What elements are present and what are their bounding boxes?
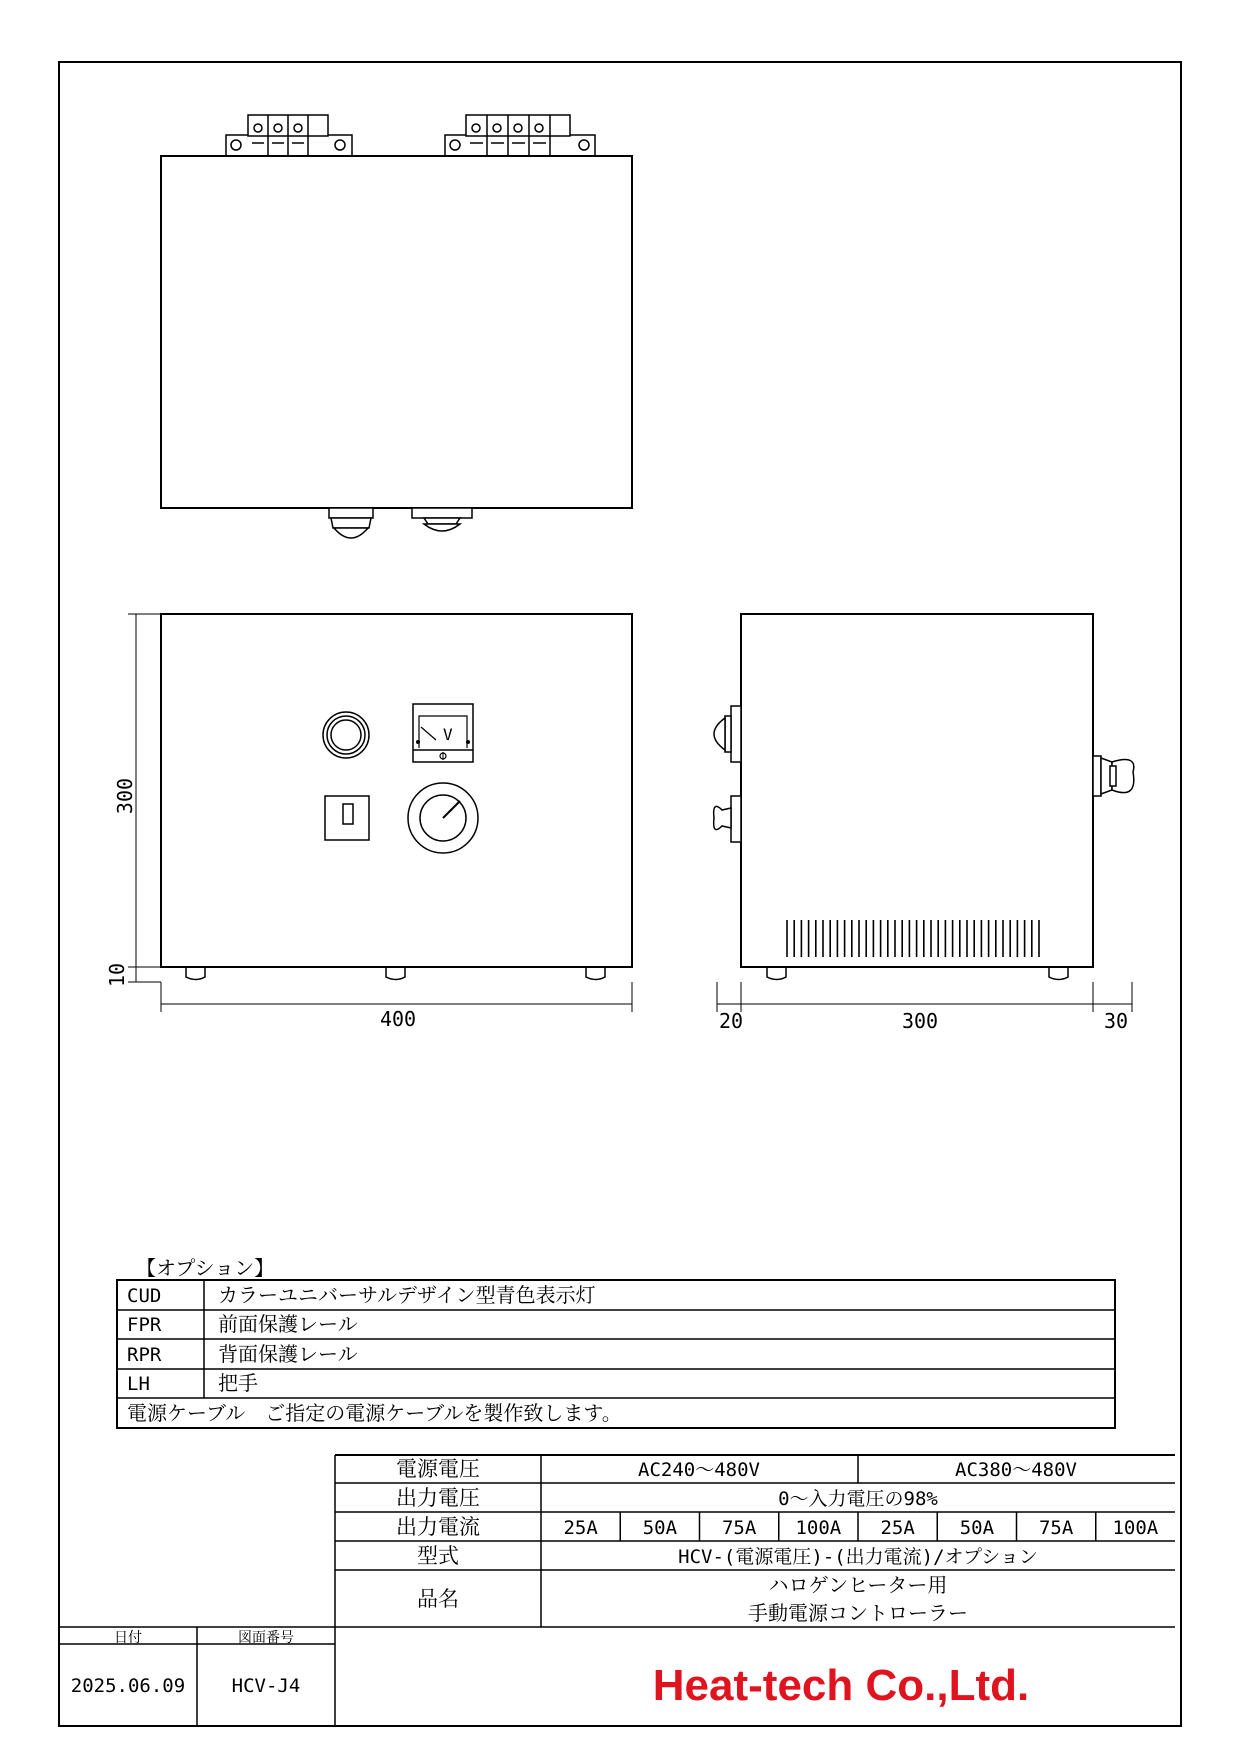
model-value: HCV-(電源電圧)-(出力電流)/オプション	[678, 1546, 1038, 1568]
product-label: 品名	[417, 1587, 459, 1611]
side-dimensions	[717, 982, 1132, 1012]
option-code: RPR	[127, 1344, 162, 1366]
pilot-lamp-side	[714, 706, 741, 762]
output-current-value: 25A	[880, 1517, 915, 1539]
knob-top	[412, 508, 472, 531]
power-switch	[325, 796, 369, 840]
terminal-block-left	[226, 115, 352, 156]
rear-connector	[1093, 756, 1134, 796]
front-view	[105, 614, 632, 1031]
supply-voltage-value: AC380～480V	[955, 1459, 1077, 1481]
pilot-lamp-front	[323, 712, 369, 758]
option-code: LH	[127, 1373, 150, 1395]
front-foot-left	[186, 967, 205, 980]
output-current-label: 出力電流	[396, 1515, 480, 1539]
dim-side-front-offset: 20	[718, 1009, 744, 1033]
model-label: 型式	[417, 1544, 459, 1568]
option-desc: 背面保護レール	[218, 1342, 358, 1366]
cable-note: 電源ケーブル ご指定の電源ケーブルを製作致します。	[127, 1401, 622, 1425]
output-current-value: 100A	[1112, 1517, 1159, 1539]
front-foot-right	[586, 967, 605, 980]
supply-voltage-label: 電源電圧	[396, 1457, 480, 1481]
option-code: CUD	[127, 1285, 162, 1307]
front-dimensions	[128, 614, 632, 1012]
dim-front-leg: 10	[105, 962, 129, 988]
options-table	[117, 1256, 1115, 1428]
dim-side-depth: 300	[901, 1009, 939, 1033]
side-foot-back	[1049, 967, 1068, 980]
product-name-line1: ハロゲンヒーター用	[768, 1573, 948, 1597]
title-block	[59, 1627, 1029, 1726]
front-view-body	[161, 614, 632, 967]
front-foot-center	[386, 967, 405, 980]
top-view	[161, 115, 632, 538]
output-current-value: 50A	[959, 1517, 995, 1539]
output-current-value: 75A	[1038, 1517, 1074, 1539]
voltmeter	[413, 704, 473, 762]
date-label: 日付	[114, 1630, 142, 1646]
pilot-lamp-top	[329, 508, 373, 538]
drawing-number-label: 図面番号	[238, 1630, 294, 1646]
top-view-body	[161, 156, 632, 508]
product-name-line2: 手動電源コントローラー	[748, 1601, 968, 1625]
terminal-block-right	[445, 115, 595, 156]
side-vent-slots	[787, 920, 1039, 957]
dim-front-height: 300	[113, 777, 137, 815]
supply-voltage-value: AC240～480V	[638, 1459, 760, 1481]
company-logo: Heat-tech Co.,Ltd.	[652, 1661, 1030, 1710]
output-current-value: 100A	[795, 1517, 842, 1539]
dim-side-back-offset: 30	[1103, 1009, 1129, 1033]
option-desc: 前面保護レール	[218, 1312, 358, 1336]
option-desc: 把手	[218, 1371, 258, 1395]
output-current-value: 25A	[563, 1517, 598, 1539]
knob-side	[714, 796, 741, 842]
output-current-value: 50A	[642, 1517, 678, 1539]
side-view-body	[741, 614, 1093, 967]
date-value: 2025.06.09	[70, 1675, 186, 1697]
side-foot-front	[767, 967, 786, 980]
side-view	[714, 614, 1134, 1033]
option-code: FPR	[127, 1314, 162, 1336]
option-desc: カラーユニバーサルデザイン型青色表示灯	[218, 1283, 596, 1307]
options-title: 【オプション】	[136, 1256, 275, 1280]
drawing-number-value: HCV-J4	[231, 1675, 301, 1697]
dim-front-width: 400	[379, 1007, 417, 1031]
output-current-value: 75A	[721, 1517, 757, 1539]
meter-symbol: V	[443, 725, 453, 744]
control-dial	[408, 783, 478, 853]
output-voltage-label: 出力電圧	[396, 1486, 480, 1510]
output-voltage-value: 0～入力電圧の98%	[778, 1488, 938, 1510]
